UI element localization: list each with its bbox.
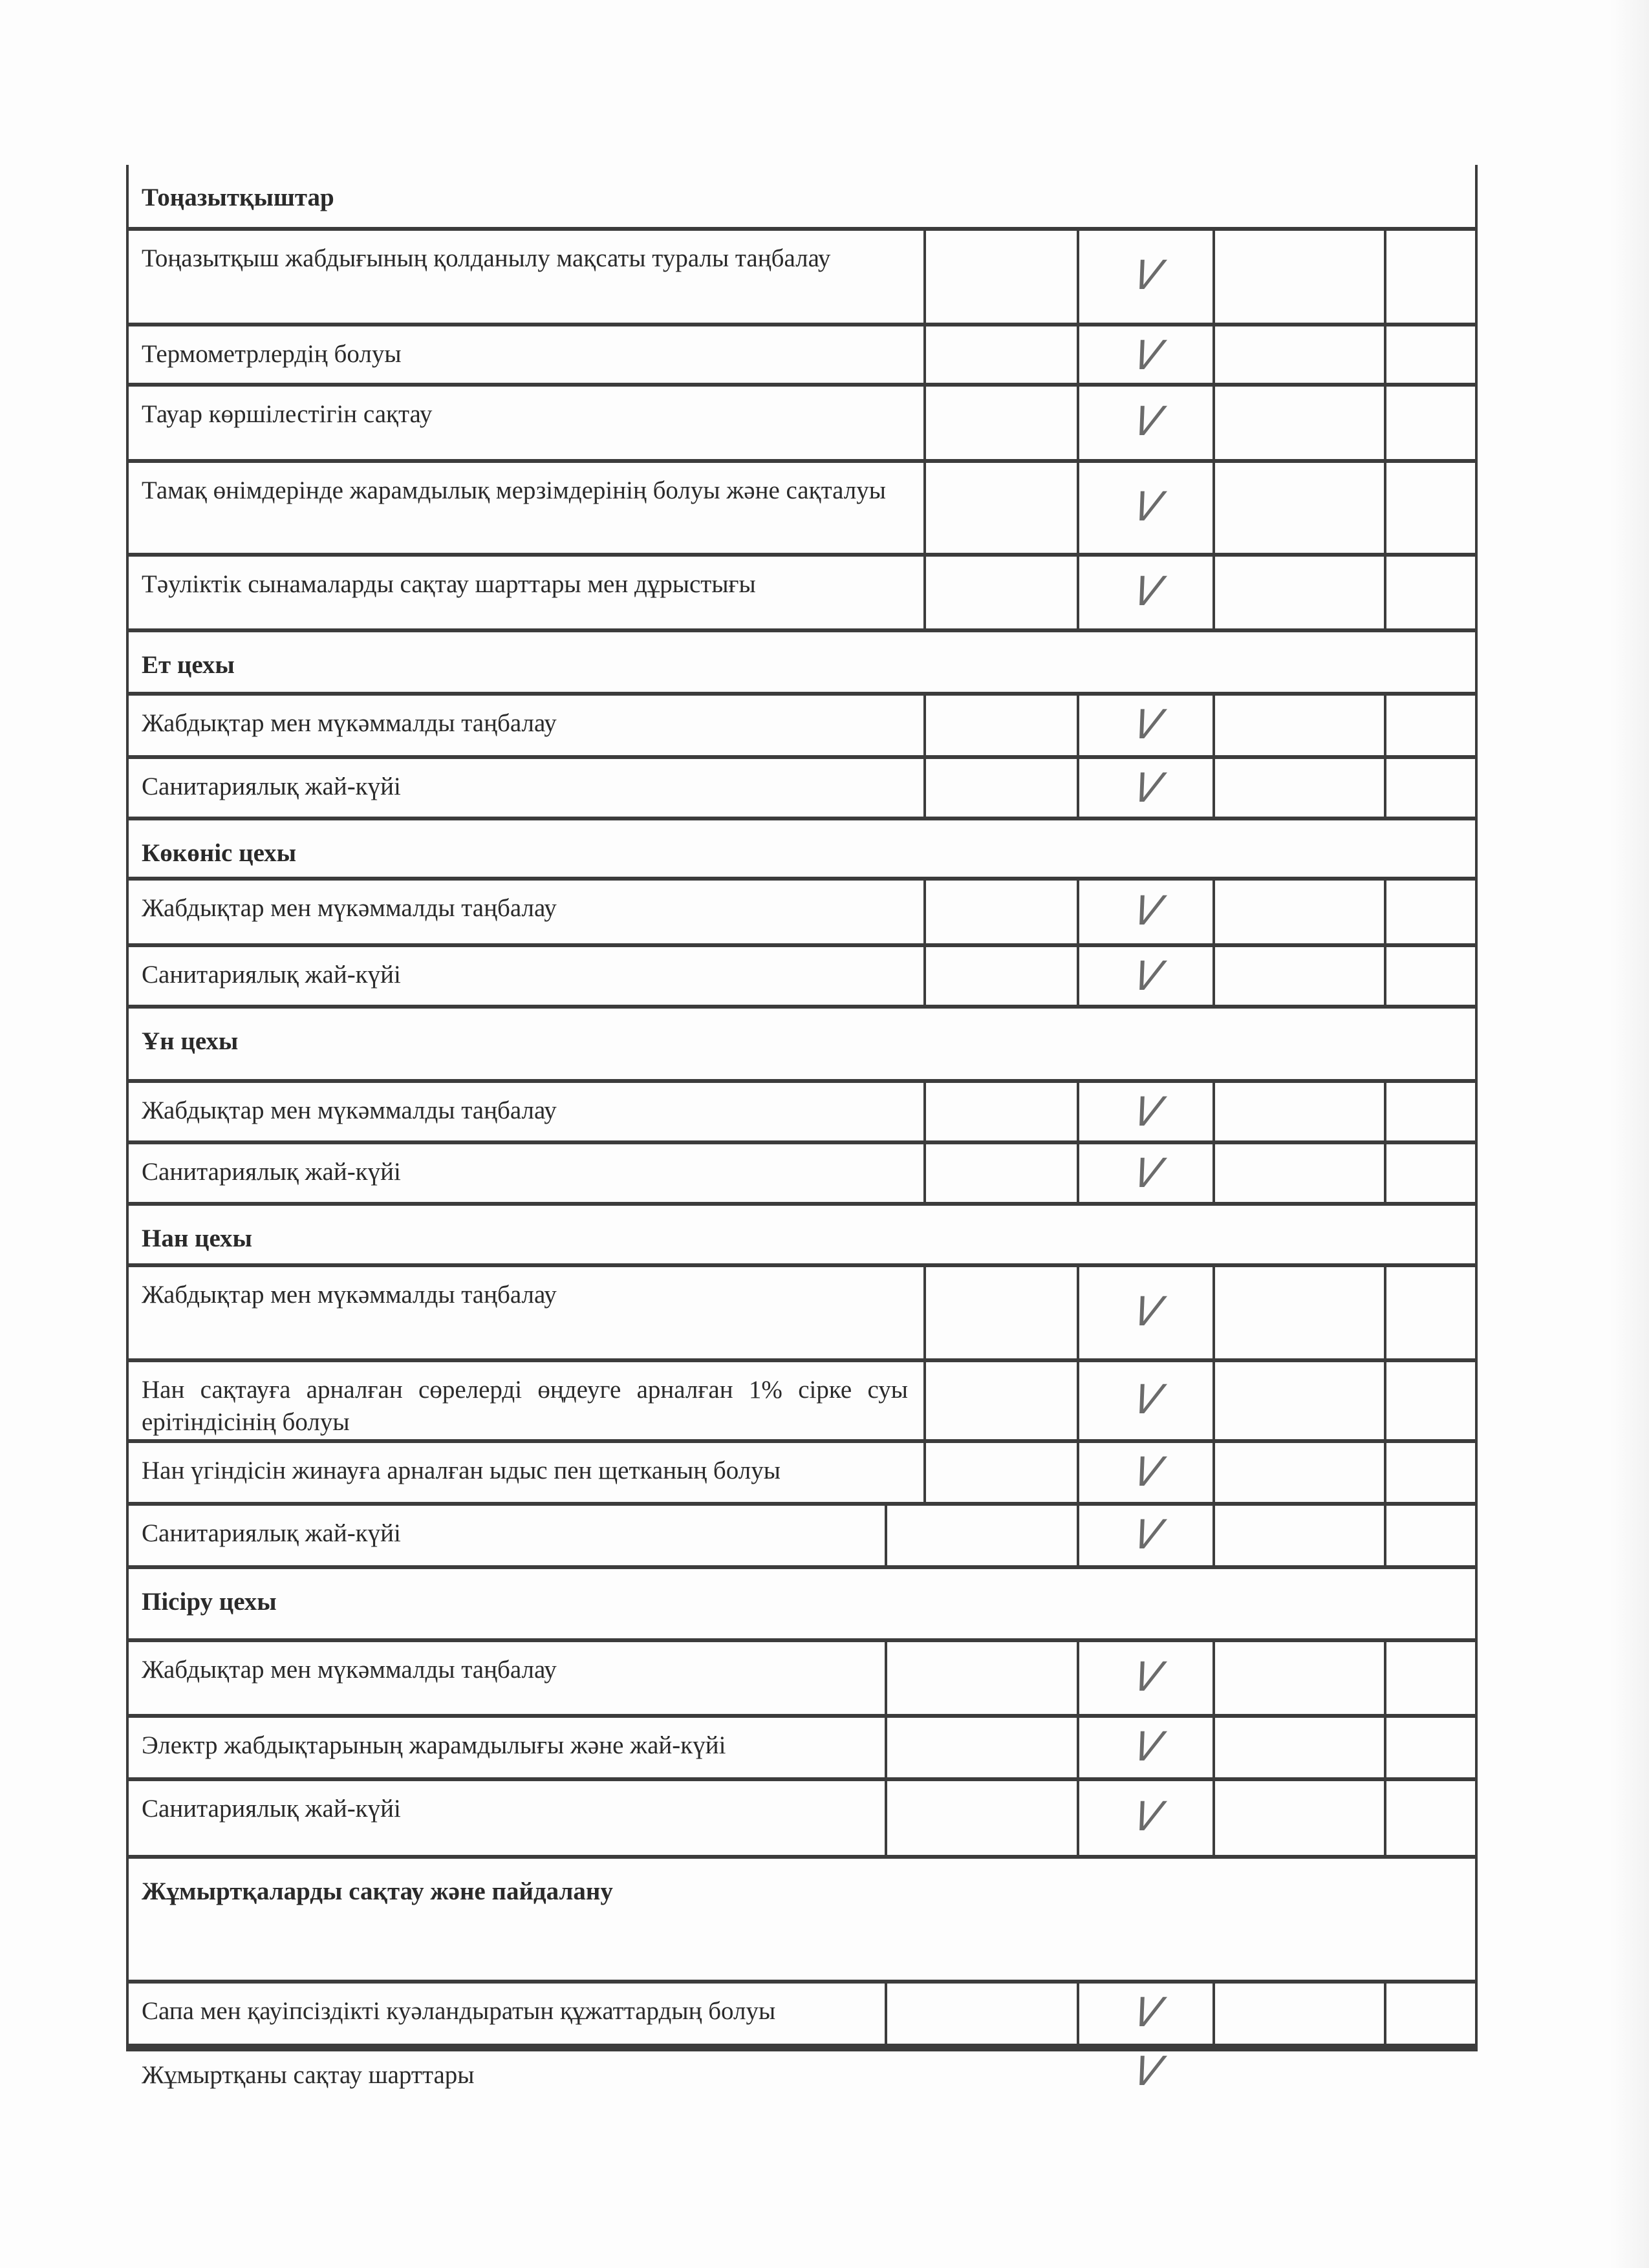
checklist-row <box>126 1443 1478 1506</box>
handwritten-checkmark-icon: V <box>1129 1088 1167 1135</box>
cell-col-5 <box>1386 557 1475 628</box>
cell-col-2 <box>926 1083 1077 1140</box>
handwritten-checkmark-icon: V <box>1129 332 1167 379</box>
handwritten-checkmark-icon: V <box>1129 764 1167 811</box>
requirement-text: Жабдықтар мен мүкәммалды таңбалау <box>142 894 557 922</box>
cell-col-2 <box>926 231 1077 323</box>
section-title: Нан цехы <box>142 1225 253 1252</box>
handwritten-checkmark-icon: V <box>1129 1287 1167 1335</box>
section-header-row <box>126 1859 1478 1984</box>
cell-col-2 <box>926 326 1077 383</box>
handwritten-checkmark-icon: V <box>1129 482 1167 530</box>
cell-col-4 <box>1215 387 1384 459</box>
cell-col-4 <box>1215 1984 1384 2044</box>
requirement-text: Тамақ өнімдерінде жарамдылық мерзімдерінің болуы және сақталуы <box>142 476 886 504</box>
requirement-text: Тоңазытқыш жабдығының қолданылу мақсаты туралы таңбалау <box>142 244 831 272</box>
cell-col-2 <box>926 1443 1077 1502</box>
checklist-row <box>126 1267 1478 1362</box>
cell-col-4 <box>1215 1083 1384 1140</box>
cell-check[interactable] <box>1079 696 1212 755</box>
section-header-row <box>126 1009 1478 1083</box>
cell-check[interactable] <box>1079 1443 1212 1502</box>
checklist-row <box>126 463 1478 557</box>
cell-check[interactable] <box>1079 1506 1212 1565</box>
section-header-row <box>126 1569 1478 1642</box>
requirement-text: Жабдықтар мен мүкәммалды таңбалау <box>142 1281 557 1309</box>
checklist-row <box>126 1984 1478 2048</box>
cell-col-2 <box>926 387 1077 459</box>
cell-col-2 <box>926 696 1077 755</box>
handwritten-checkmark-icon: V <box>1129 398 1167 445</box>
cell-col-4 <box>1215 696 1384 755</box>
checklist-row <box>126 1362 1478 1443</box>
cell-col-2 <box>926 1144 1077 1202</box>
cell-col-2 <box>887 1718 1077 1777</box>
cell-check[interactable] <box>1079 231 1212 323</box>
requirement-text: Санитариялық жай-күйі <box>142 961 401 989</box>
requirement-text: Тәуліктік сынамаларды сақтау шарттары мен дұрыстығы <box>142 570 756 598</box>
cell-col-5 <box>1386 1506 1475 1565</box>
handwritten-checkmark-icon: V <box>1129 1511 1167 1558</box>
section-title: Ұн цехы <box>142 1027 239 1055</box>
cell-col-5 <box>1386 231 1475 323</box>
cell-col-5 <box>1386 1443 1475 1502</box>
requirement-text: Санитариялық жай-күйі <box>142 1158 401 1186</box>
requirement-text: Санитариялық жай-күйі <box>142 1519 401 1547</box>
cell-check[interactable] <box>1079 387 1212 459</box>
checklist-row <box>126 557 1478 632</box>
section-title: Жұмыртқаларды сақтау және пайдалану <box>142 1878 613 1905</box>
checklist-row <box>126 1506 1478 1569</box>
cell-col-4 <box>1215 1718 1384 1777</box>
requirement-text: Нан сақтауға арналған сөрелерді өңдеуге арналған 1% сірке суы ерітіндісінің болуы <box>142 1376 908 1436</box>
section-title: Ет цехы <box>142 651 235 679</box>
cell-col-2 <box>926 1362 1077 1439</box>
cell-check[interactable] <box>1079 759 1212 817</box>
cell-col-4 <box>1215 1781 1384 1855</box>
cell-col-4 <box>1215 1362 1384 1439</box>
scan-edge-shadow <box>1610 0 1649 2268</box>
handwritten-checkmark-icon: V <box>1129 1653 1167 1700</box>
requirement-text: Санитариялық жай-күйі <box>142 1795 401 1823</box>
cell-col-4 <box>1215 1144 1384 1202</box>
section-header-row <box>126 820 1478 881</box>
cell-col-5 <box>1386 881 1475 943</box>
cell-col-4 <box>1215 326 1384 383</box>
requirement-text: Жабдықтар мен мүкәммалды таңбалау <box>142 709 557 737</box>
handwritten-checkmark-icon: V <box>1129 1723 1167 1770</box>
cell-col-2 <box>926 557 1077 628</box>
cell-col-5 <box>1386 1144 1475 1202</box>
cell-col-4 <box>1215 881 1384 943</box>
cell-col-2 <box>887 1781 1077 1855</box>
requirement-text: Тауар көршілестігін сақтау <box>142 400 433 428</box>
checklist-row <box>126 881 1478 947</box>
cell-col-5 <box>1386 1781 1475 1855</box>
cell-check[interactable] <box>1079 1267 1212 1358</box>
cell-check[interactable] <box>1079 1718 1212 1777</box>
requirement-text: Санитариялық жай-күйі <box>142 773 401 800</box>
cell-col-2 <box>887 1642 1077 1714</box>
section-title: Пісіру цехы <box>142 1588 277 1616</box>
handwritten-checkmark-icon: V <box>1129 2048 1167 2095</box>
handwritten-checkmark-icon: V <box>1129 567 1167 615</box>
requirement-text: Жабдықтар мен мүкәммалды таңбалау <box>142 1656 557 1684</box>
requirement-text: Жабдықтар мен мүкәммалды таңбалау <box>142 1097 557 1124</box>
section-title: Тоңазытқыштар <box>142 184 334 211</box>
cell-col-4 <box>1215 557 1384 628</box>
cell-col-2 <box>926 1267 1077 1358</box>
section-header-row <box>126 1206 1478 1267</box>
checklist-row <box>126 1718 1478 1781</box>
checklist-row <box>126 1781 1478 1859</box>
cell-col-2 <box>926 881 1077 943</box>
checklist-row <box>126 387 1478 463</box>
cell-col-2 <box>887 1984 1077 2044</box>
cell-col-4 <box>1215 463 1384 553</box>
cell-col-4 <box>1215 1443 1384 1502</box>
handwritten-checkmark-icon: V <box>1129 701 1167 748</box>
handwritten-checkmark-icon: V <box>1129 1448 1167 1495</box>
cell-col-4 <box>1215 759 1384 817</box>
handwritten-checkmark-icon: V <box>1129 251 1167 299</box>
requirement-text: Термометрлердің болуы <box>142 340 402 368</box>
checklist-row <box>126 2048 1478 2095</box>
checklist-row <box>126 696 1478 759</box>
requirement-text: Сапа мен қауіпсіздікті куәландыратын құжаттардың болуы <box>142 1997 776 2025</box>
section-header-row <box>126 165 1478 231</box>
handwritten-checkmark-icon: V <box>1129 1989 1167 2036</box>
cell-col-4 <box>1215 231 1384 323</box>
cell-col-5 <box>1386 387 1475 459</box>
cell-check[interactable] <box>1079 1362 1212 1439</box>
cell-check[interactable] <box>1079 326 1212 383</box>
checklist-row <box>126 1642 1478 1718</box>
handwritten-checkmark-icon: V <box>1129 1375 1167 1423</box>
cell-col-2 <box>926 463 1077 553</box>
checklist-row <box>126 326 1478 387</box>
cell-check[interactable] <box>1079 1083 1212 1140</box>
cell-col-4 <box>1215 1267 1384 1358</box>
cell-col-2 <box>926 759 1077 817</box>
cell-col-2 <box>926 947 1077 1005</box>
cell-check[interactable] <box>1079 1144 1212 1202</box>
cell-check[interactable] <box>1079 947 1212 1005</box>
requirement-text: Нан үгіндісін жинауға арналған ыдыс пен щетканың болуы <box>142 1457 781 1484</box>
handwritten-checkmark-icon: V <box>1129 886 1167 934</box>
requirement-text: Жұмыртқаны сақтау шарттары <box>142 2061 475 2089</box>
cell-col-5 <box>1386 1267 1475 1358</box>
checklist-row <box>126 947 1478 1009</box>
cell-col-5 <box>1386 1083 1475 1140</box>
section-title: Көкөніс цехы <box>142 839 297 867</box>
handwritten-checkmark-icon: V <box>1129 1793 1167 1840</box>
cell-col-5 <box>1386 759 1475 817</box>
checklist-row <box>126 1144 1478 1206</box>
cell-col-5 <box>1386 1718 1475 1777</box>
section-header-row <box>126 632 1478 696</box>
checklist-row <box>126 1083 1478 1144</box>
cell-check[interactable] <box>1079 463 1212 553</box>
cell-col-5 <box>1386 1984 1475 2044</box>
cell-col-4 <box>1215 1506 1384 1565</box>
cell-col-5 <box>1386 326 1475 383</box>
cell-col-5 <box>1386 1642 1475 1714</box>
cell-check[interactable] <box>1079 557 1212 628</box>
cell-check[interactable] <box>1079 1642 1212 1714</box>
cell-check[interactable] <box>1079 881 1212 943</box>
cell-check[interactable] <box>1079 1781 1212 1855</box>
cell-col-5 <box>1386 947 1475 1005</box>
cell-col-5 <box>1386 696 1475 755</box>
cell-col-5 <box>1386 463 1475 553</box>
cell-col-4 <box>1215 947 1384 1005</box>
handwritten-checkmark-icon: V <box>1129 952 1167 1000</box>
handwritten-checkmark-icon: V <box>1129 1150 1167 1197</box>
cell-check[interactable] <box>1079 1984 1212 2044</box>
cell-col-2 <box>887 1506 1077 1565</box>
checklist-table <box>126 165 1478 2095</box>
cell-col-5 <box>1386 1362 1475 1439</box>
checklist-row <box>126 231 1478 326</box>
cell-col-4 <box>1215 1642 1384 1714</box>
checklist-row <box>126 759 1478 820</box>
requirement-text: Электр жабдықтарының жарамдылығы және жай-күйі <box>142 1731 726 1759</box>
